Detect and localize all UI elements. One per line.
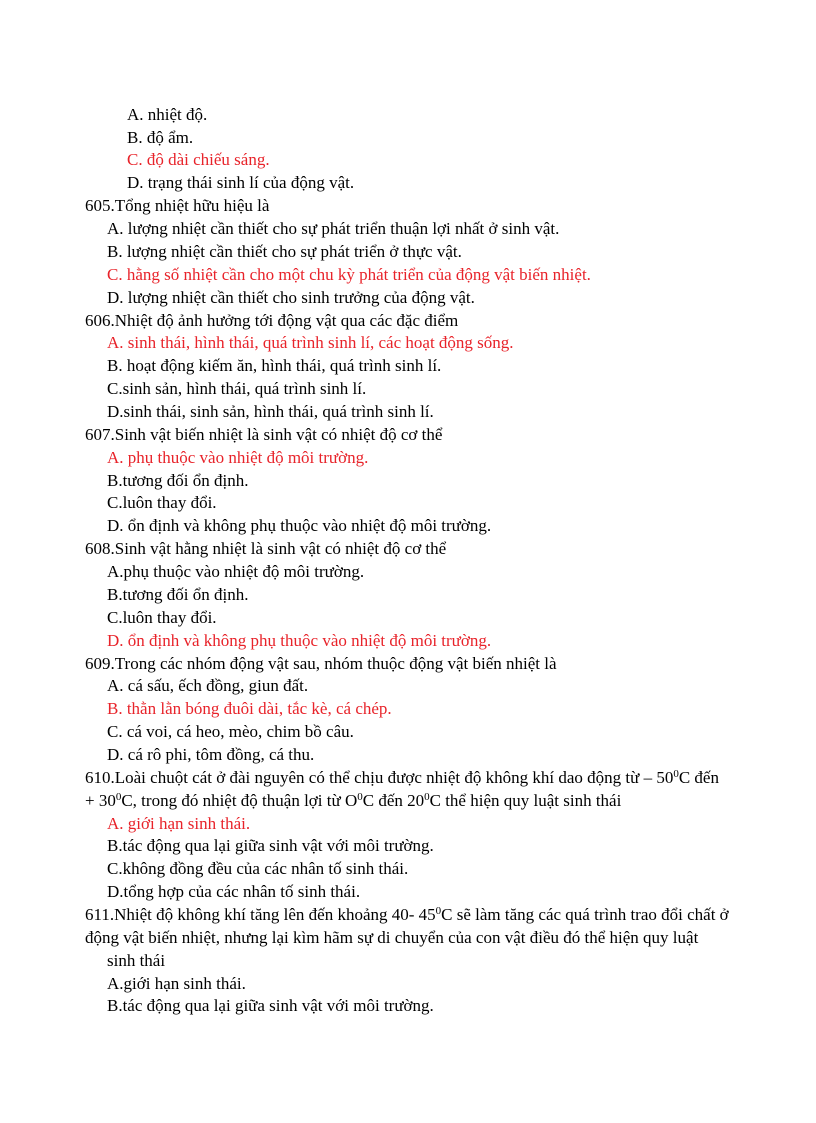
option-a: A. nhiệt độ. bbox=[127, 105, 208, 124]
question-611-stem-line2: động vật biến nhiệt, nhưng lại kìm hãm sự di chuyển của con vật điều đó thể hiện quy luật bbox=[85, 928, 699, 947]
question-610-stem-line1: 610.Loài chuột cát ở đài nguyên có thể chịu được nhiệt độ không khí dao động từ – $50^0C$ đến bbox=[85, 768, 719, 787]
option-c-correct: C. độ dài chiếu sáng. bbox=[127, 150, 270, 169]
option-a: A. cá sấu, ếch đồng, giun đất. bbox=[107, 676, 309, 695]
option-b: B.tương đối ổn định. bbox=[107, 585, 249, 604]
option-c: C.luôn thay đổi. bbox=[107, 493, 217, 512]
option-a: A.phụ thuộc vào nhiệt độ môi trường. bbox=[107, 562, 365, 581]
option-a: A. lượng nhiệt cần thiết cho sự phát triển thuận lợi nhất ở sinh vật. bbox=[107, 219, 560, 238]
option-b: B.tương đối ổn định. bbox=[107, 471, 249, 490]
option-b: B. độ ẩm. bbox=[127, 128, 194, 147]
question-607-stem: 607.Sinh vật biến nhiệt là sinh vật có nhiệt độ cơ thể bbox=[85, 425, 443, 444]
option-c-correct: C. hằng số nhiệt cần cho một chu kỳ phát triển của động vật biến nhiệt. bbox=[107, 265, 591, 284]
option-b: B.tác động qua lại giữa sinh vật với môi trường. bbox=[107, 996, 434, 1015]
question-609-stem: 609.Trong các nhóm động vật sau, nhóm thuộc động vật biến nhiệt là bbox=[85, 654, 557, 673]
option-a: A.giới hạn sinh thái. bbox=[107, 974, 246, 993]
question-608-stem: 608.Sinh vật hằng nhiệt là sinh vật có nhiệt độ cơ thể bbox=[85, 539, 447, 558]
option-b-correct: B. thằn lằn bóng đuôi dài, tắc kè, cá chép. bbox=[107, 699, 392, 718]
option-d-correct: D. ổn định và không phụ thuộc vào nhiệt độ môi trường. bbox=[107, 631, 492, 650]
option-d: D. lượng nhiệt cần thiết cho sinh trưởng của động vật. bbox=[107, 288, 475, 307]
question-611-stem-line3: sinh thái bbox=[107, 951, 166, 970]
option-b: B. lượng nhiệt cần thiết cho sự phát triển ở thực vật. bbox=[107, 242, 462, 261]
option-b: B. hoạt động kiếm ăn, hình thái, quá trình sinh lí. bbox=[107, 356, 442, 375]
option-a-correct: A. phụ thuộc vào nhiệt độ môi trường. bbox=[107, 448, 369, 467]
question-606-stem: 606.Nhiệt độ ảnh hưởng tới động vật qua các đặc điểm bbox=[85, 311, 459, 330]
option-d: D. cá rô phi, tôm đồng, cá thu. bbox=[107, 745, 315, 764]
option-a-correct: A. sinh thái, hình thái, quá trình sinh lí, các hoạt động sống. bbox=[107, 333, 514, 352]
option-d: D.sinh thái, sinh sản, hình thái, quá trình sinh lí. bbox=[107, 402, 434, 421]
question-605-stem: 605.Tổng nhiệt hữu hiệu là bbox=[85, 196, 270, 215]
question-611-stem-line1: 611.Nhiệt độ không khí tăng lên đến khoảng 40- $45^0C$ sẽ làm tăng các quá trình trao đổi chất ở bbox=[85, 905, 729, 924]
option-d: D. trạng thái sinh lí của động vật. bbox=[127, 173, 355, 192]
option-b: B.tác động qua lại giữa sinh vật với môi trường. bbox=[107, 836, 434, 855]
option-c: C. cá voi, cá heo, mèo, chim bồ câu. bbox=[107, 722, 354, 741]
question-610-stem-line2: + $30^0C$, trong đó nhiệt độ thuận lợi từ $O^0C$ đến $20^0C$ thể hiện quy luật sinh thái bbox=[85, 791, 622, 810]
option-c: C.không đồng đều của các nhân tố sinh thái. bbox=[107, 859, 409, 878]
option-d: D. ổn định và không phụ thuộc vào nhiệt độ môi trường. bbox=[107, 516, 492, 535]
option-a-correct: A. giới hạn sinh thái. bbox=[107, 814, 251, 833]
option-c: C.luôn thay đổi. bbox=[107, 608, 217, 627]
option-d: D.tổng hợp của các nhân tố sinh thái. bbox=[107, 882, 361, 901]
option-c: C.sinh sản, hình thái, quá trình sinh lí. bbox=[107, 379, 367, 398]
